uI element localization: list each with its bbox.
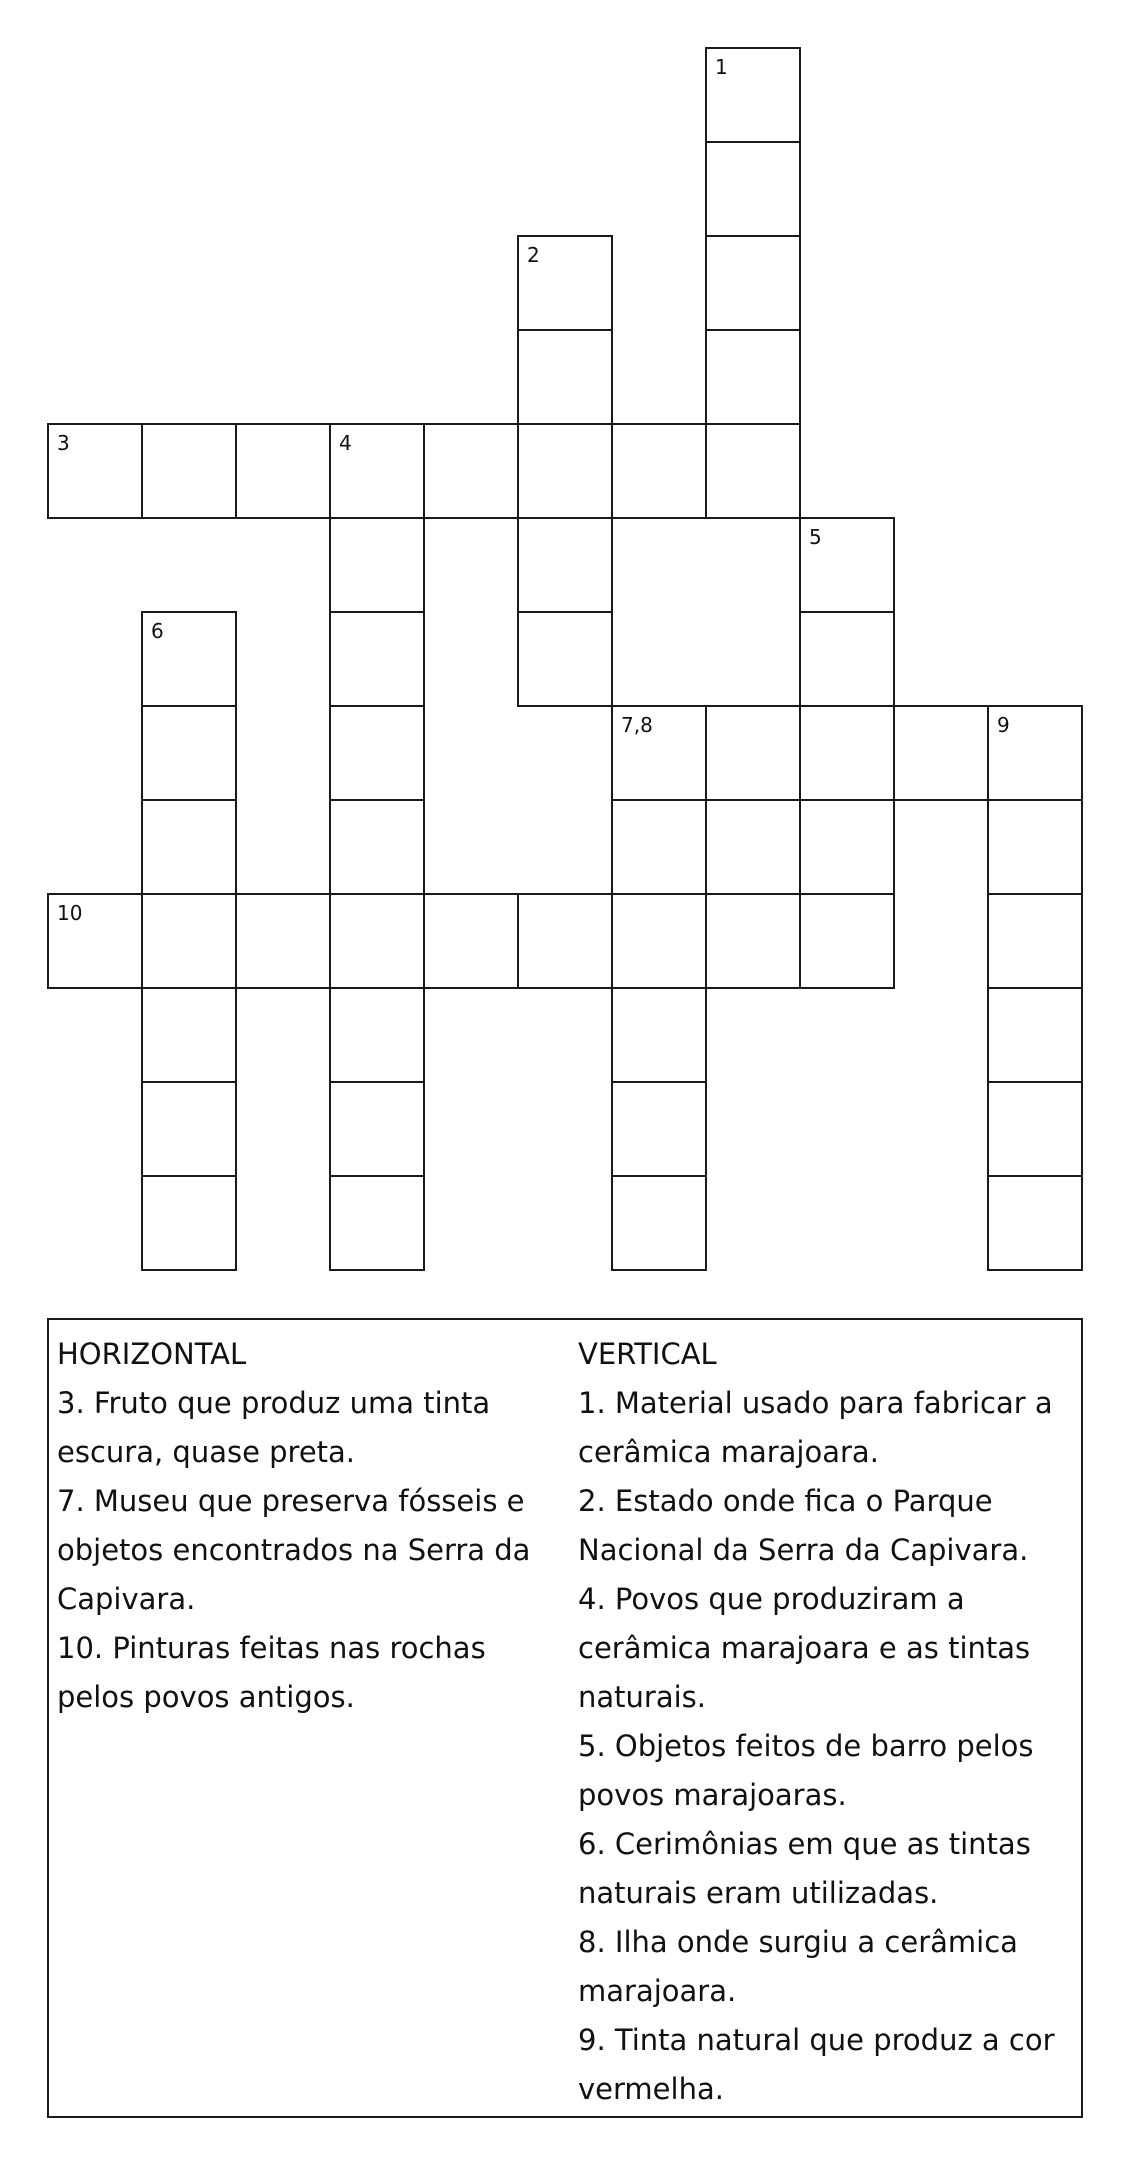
crossword-cell[interactable] [799, 611, 895, 707]
crossword-cell[interactable] [705, 423, 801, 519]
crossword-cell[interactable] [987, 1081, 1083, 1177]
crossword-cell[interactable] [329, 517, 425, 613]
crossword-cell[interactable] [611, 1175, 707, 1271]
crossword-cell[interactable] [141, 799, 237, 895]
crossword-cell[interactable] [141, 1081, 237, 1177]
crossword-cell[interactable] [329, 1175, 425, 1271]
crossword-cell[interactable] [141, 611, 237, 707]
crossword-cell[interactable] [705, 47, 801, 143]
crossword-cell[interactable] [705, 141, 801, 237]
clue-number: 1 [715, 55, 728, 79]
clue-horizontal-10: 10. Pinturas feitas nas rochas pelos povos antigos. [57, 1631, 486, 1714]
clue-number: 6 [151, 619, 164, 643]
clue-vertical-8: 8. Ilha onde surgiu a cerâmica marajoara. [578, 1925, 1018, 2008]
clue-horizontal-3: 3. Fruto que produz uma tinta escura, quase preta. [57, 1386, 491, 1469]
crossword-cell[interactable] [141, 987, 237, 1083]
crossword-cell[interactable] [141, 893, 237, 989]
vertical-clues [578, 1330, 1078, 2114]
crossword-cell[interactable] [893, 705, 989, 801]
crossword-cell[interactable] [141, 1175, 237, 1271]
clue-vertical-9: 9. Tinta natural que produz a cor vermelha. [578, 2023, 1055, 2106]
crossword-cell[interactable] [423, 893, 519, 989]
crossword-cell[interactable] [329, 611, 425, 707]
crossword-cell[interactable] [235, 423, 331, 519]
clue-vertical-4: 4. Povos que produziram a cerâmica marajoara e as tintas naturais. [578, 1582, 1031, 1714]
crossword-cell[interactable] [799, 705, 895, 801]
clue-vertical-5: 5. Objetos feitos de barro pelos povos marajoaras. [578, 1729, 1034, 1812]
crossword-cell[interactable] [141, 423, 237, 519]
crossword-cell[interactable] [329, 705, 425, 801]
crossword-cell[interactable] [235, 893, 331, 989]
clue-number: 4 [339, 431, 352, 455]
crossword-cell[interactable] [47, 423, 143, 519]
crossword-cell[interactable] [141, 705, 237, 801]
clue-horizontal-7: 7. Museu que preserva fósseis e objetos encontrados na Serra da Capivara. [57, 1484, 531, 1616]
crossword-cell[interactable] [329, 799, 425, 895]
crossword-cell[interactable] [611, 705, 707, 801]
crossword-cell[interactable] [329, 987, 425, 1083]
clue-number: 9 [997, 713, 1010, 737]
crossword-cell[interactable] [329, 1081, 425, 1177]
crossword-cell[interactable] [987, 705, 1083, 801]
clue-number: 10 [57, 901, 83, 925]
vertical-title: VERTICAL [578, 1337, 717, 1371]
crossword-cell[interactable] [423, 423, 519, 519]
clue-vertical-2: 2. Estado onde fica o Parque Nacional da Serra da Capivara. [578, 1484, 1029, 1567]
crossword-cell[interactable] [517, 423, 613, 519]
crossword-cell[interactable] [329, 423, 425, 519]
clue-vertical-1: 1. Material usado para fabricar a cerâmica marajoara. [578, 1386, 1053, 1469]
horizontal-title: HORIZONTAL [57, 1337, 247, 1371]
crossword-cell[interactable] [517, 611, 613, 707]
crossword-cell[interactable] [611, 1081, 707, 1177]
clue-number: 5 [809, 525, 822, 549]
crossword-cell[interactable] [987, 893, 1083, 989]
crossword-cell[interactable] [47, 893, 143, 989]
crossword-cell[interactable] [611, 893, 707, 989]
crossword-cell[interactable] [705, 705, 801, 801]
crossword-cell[interactable] [705, 893, 801, 989]
crossword-cell[interactable] [705, 235, 801, 331]
crossword-cell[interactable] [517, 517, 613, 613]
crossword-cell[interactable] [799, 799, 895, 895]
crossword-cell[interactable] [799, 893, 895, 989]
clue-vertical-6: 6. Cerimônias em que as tintas naturais eram utilizadas. [578, 1827, 1031, 1910]
horizontal-clues [57, 1330, 557, 1722]
crossword-cell[interactable] [611, 423, 707, 519]
clue-number: 2 [527, 243, 540, 267]
clue-number: 7,8 [621, 713, 653, 737]
crossword-cell[interactable] [705, 799, 801, 895]
crossword-cell[interactable] [987, 799, 1083, 895]
crossword-cell[interactable] [987, 1175, 1083, 1271]
crossword-cell[interactable] [705, 329, 801, 425]
crossword-cell[interactable] [517, 893, 613, 989]
clue-number: 3 [57, 431, 70, 455]
crossword-cell[interactable] [517, 235, 613, 331]
crossword-cell[interactable] [517, 329, 613, 425]
crossword-cell[interactable] [987, 987, 1083, 1083]
clues-box [47, 1318, 1083, 2118]
crossword-cell[interactable] [611, 987, 707, 1083]
crossword-cell[interactable] [799, 517, 895, 613]
crossword-cell[interactable] [611, 799, 707, 895]
crossword-cell[interactable] [329, 893, 425, 989]
